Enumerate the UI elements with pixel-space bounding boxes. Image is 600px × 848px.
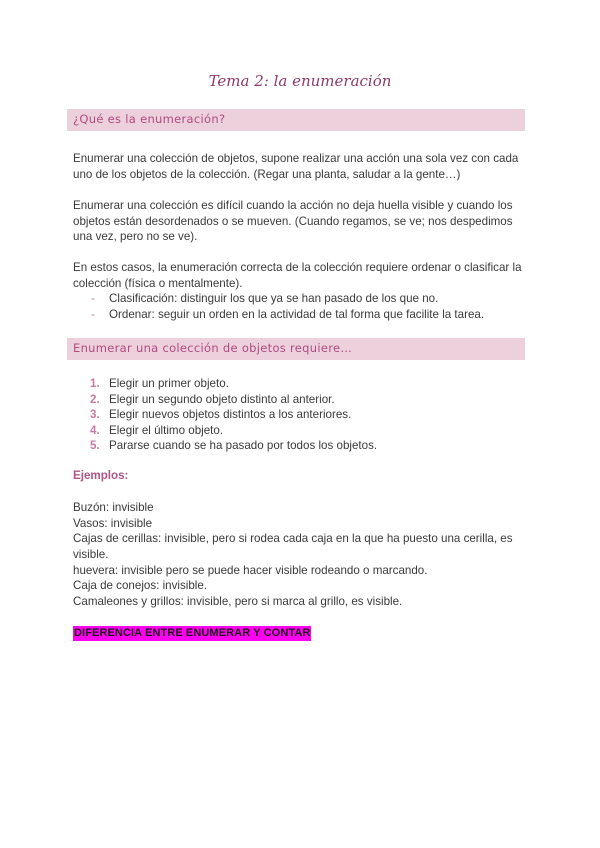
example-line: Caja de conejos: invisible. — [73, 579, 208, 592]
example-line: Buzón: invisible — [73, 501, 154, 514]
bullet-dash: - — [91, 308, 95, 321]
bullet-text: Clasificación: distinguir los que ya se han pasado de los que no. — [109, 292, 439, 305]
step-text: Elegir un primer objeto. — [109, 377, 229, 390]
example-line: Camaleones y grillos: invisible, pero si marca al grillo, es visible. — [73, 595, 403, 608]
page-title: Tema 2: la enumeración — [208, 72, 392, 90]
section-heading-what-is: ¿Qué es la enumeración? — [73, 112, 226, 126]
paragraph-classify: En estos casos, la enumeración correcta de la colección requiere ordenar o clasificar la colección (física o mentalmente). — [73, 261, 522, 290]
list-item — [90, 392, 530, 408]
bullet-dash: - — [91, 292, 95, 305]
example-line: huevera: invisible pero se puede hacer visible rodeando o marcando. — [73, 564, 428, 577]
list-item — [90, 438, 530, 454]
example-line: Vasos: invisible — [73, 517, 153, 530]
step-number: 2. — [90, 393, 100, 406]
step-number: 4. — [90, 424, 100, 437]
bullet-text: Ordenar: seguir un orden en la actividad de tal forma que facilite la tarea. — [109, 308, 485, 321]
list-item — [90, 376, 530, 392]
step-text: Elegir el último objeto. — [109, 424, 224, 437]
step-number: 3. — [90, 408, 100, 421]
step-text: Pararse cuando se ha pasado por todos los objetos. — [109, 439, 378, 452]
section-heading-band — [67, 109, 525, 131]
step-text: Elegir un segundo objeto distinto al anterior. — [109, 393, 335, 406]
examples-heading: Ejemplos: — [73, 469, 129, 482]
highlighted-heading: DIFERENCIA ENTRE ENUMERAR Y CONTAR — [74, 627, 311, 639]
list-item — [90, 407, 530, 423]
paragraph-difficulty: Enumerar una colección es difícil cuando la acción no deja huella visible y cuando los objetos están desordenados o se mueven. (Cuando regamos, se ve; nos despedimos una vez, pero no se ve). — [73, 199, 513, 244]
section-heading-band — [67, 338, 525, 360]
section-heading-requires: Enumerar una colección de objetos requiere… — [73, 341, 353, 355]
example-line: Cajas de cerillas: invisible, pero si rodea cada caja en la que ha puesto una cerilla, es visible. — [73, 532, 513, 561]
paragraph-definition: Enumerar una colección de objetos, supone realizar una acción una sola vez con cada uno de los objetos de la colección. (Regar una planta, saludar a la gente…) — [73, 152, 519, 181]
step-number: 1. — [90, 377, 100, 390]
step-text: Elegir nuevos objetos distintos a los anteriores. — [109, 408, 352, 421]
list-item — [90, 423, 530, 439]
step-number: 5. — [90, 439, 100, 452]
